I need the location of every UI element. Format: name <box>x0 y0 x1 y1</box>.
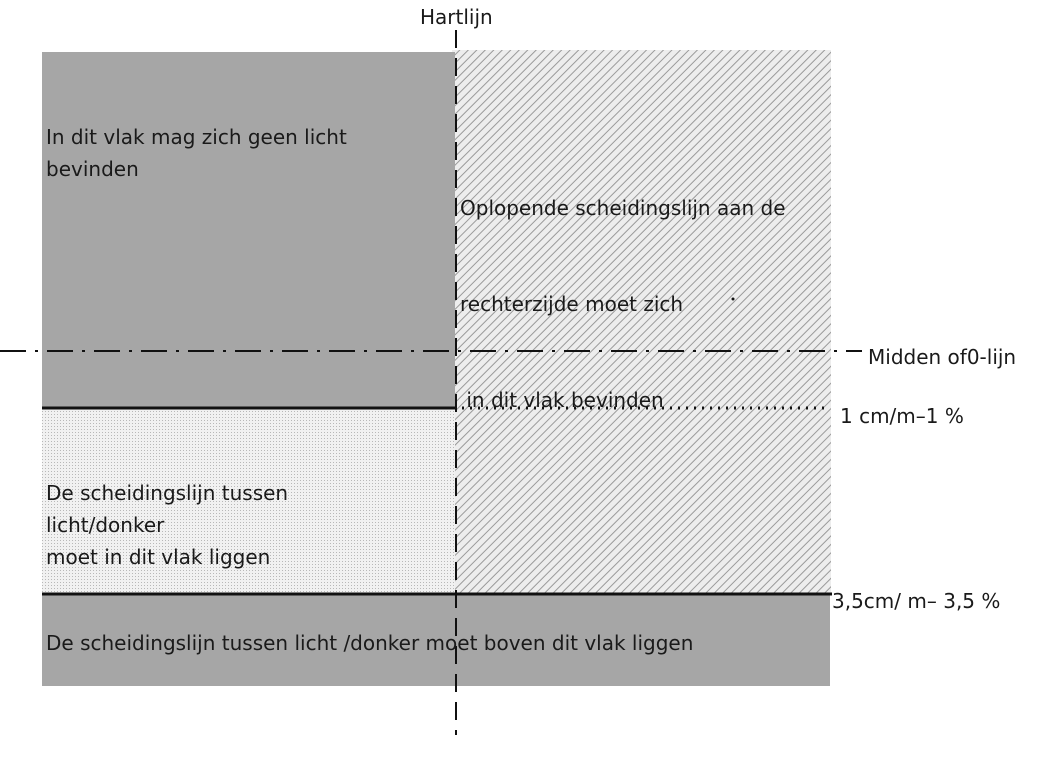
midden-0-line-label: Midden of0-lijn <box>868 345 1017 369</box>
top-left-zone-line-2: bevinden <box>46 157 139 181</box>
top-right-zone-line-2: rechterzijde moet zich <box>460 292 684 316</box>
line-35pct-label: 3,5cm/ m– 3,5 % <box>832 589 1001 613</box>
line-1pct-label: 1 cm/m–1 % <box>840 404 964 428</box>
middle-left-zone-text <box>46 477 288 573</box>
middle-left-zone-line-1: De scheidingslijn tussen <box>46 481 289 505</box>
bottom-zone-text: De scheidingslijn tussen licht /donker moet boven dit vlak liggen <box>46 631 694 655</box>
middle-left-zone-line-3: moet in dit vlak liggen <box>46 545 271 569</box>
top-right-zone-line-3: in dit vlak bevinden <box>460 388 664 412</box>
top-right-zone-line-1: Oplopende scheidingslijn aan de <box>460 196 786 220</box>
top-right-zone-text <box>460 128 786 448</box>
top-left-no-light-zone <box>42 52 455 408</box>
hartlijn-label: Hartlijn <box>420 5 493 29</box>
top-left-zone-text <box>46 121 347 185</box>
top-left-zone-line-1: In dit vlak mag zich geen licht <box>46 125 347 149</box>
middle-left-zone-line-2: licht/donker <box>46 513 165 537</box>
